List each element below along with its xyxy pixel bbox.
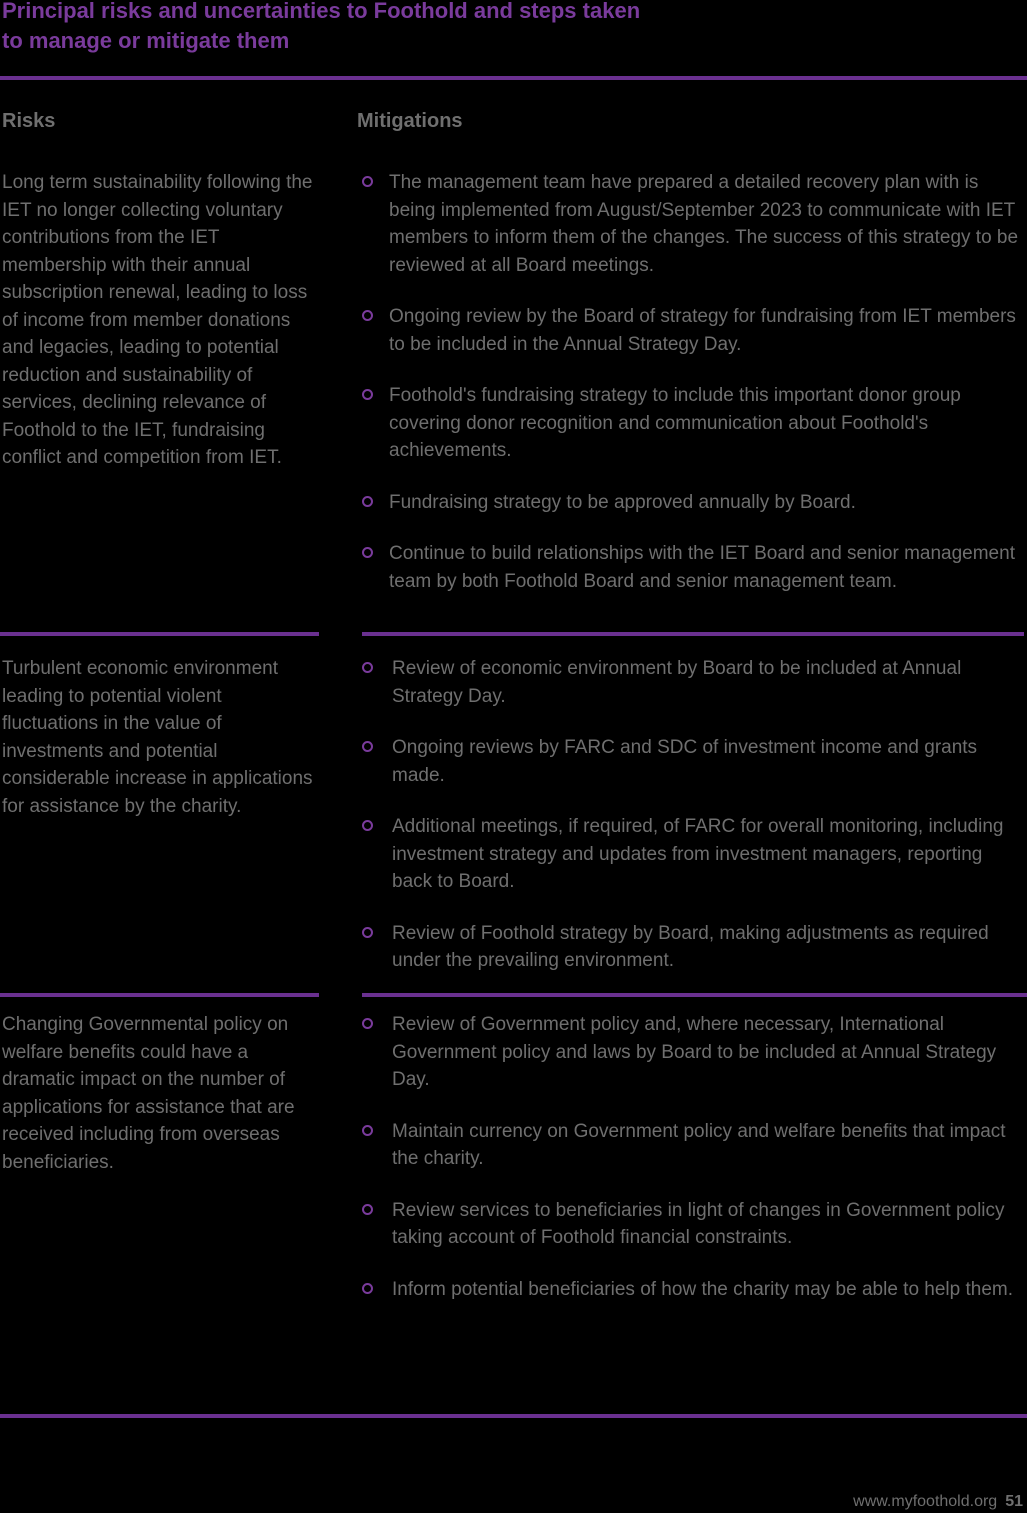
bullet-ring-icon [362, 176, 373, 187]
bullet-ring-icon [362, 1125, 373, 1136]
bullet-ring-icon [362, 389, 373, 400]
bullet-ring-icon [362, 310, 373, 321]
risk-divider-2 [0, 993, 319, 997]
mitigation-item [362, 1276, 1026, 1304]
bullet-ring-icon [362, 496, 373, 507]
risk-divider-1 [0, 632, 319, 636]
bullet-ring-icon [362, 741, 373, 752]
mitigation-text: Review services to beneficiaries in light of changes in Government policy taking account of Foothold financial constraints. [392, 1199, 1005, 1248]
mitigation-list-2 [362, 655, 1026, 975]
mitigation-text: Maintain currency on Government policy and welfare benefits that impact the charity. [392, 1120, 1006, 1169]
mitigation-divider-1 [362, 632, 1024, 636]
mitigation-text: Ongoing review by the Board of strategy for fundraising from IET members to be included in the Annual Strategy Day. [389, 306, 1016, 355]
mitigation-item [362, 1011, 1026, 1094]
mitigation-text: Additional meetings, if required, of FARC for overall monitoring, including investment strategy and updates from investment managers, reporting back to Board. [392, 816, 1004, 892]
bullet-ring-icon [362, 1018, 373, 1029]
mitigation-text: Foothold's fundraising strategy to include this important donor group covering donor recognition and communication about Foothold's achievements. [389, 385, 961, 461]
bullet-ring-icon [362, 547, 373, 558]
risk-text-3: Changing Governmental policy on welfare benefits could have a dramatic impact on the number of applications for assistance that are received including from overseas beneficiaries. [2, 1014, 295, 1173]
bullet-ring-icon [362, 662, 373, 673]
bottom-divider [0, 1414, 1027, 1418]
bullet-ring-icon [362, 927, 373, 938]
mitigation-item [362, 382, 1026, 465]
mitigation-text: Ongoing reviews by FARC and SDC of investment income and grants made. [392, 737, 978, 786]
risk-text-1: Long term sustainability following the IET no longer collecting voluntary contributions from the IET membership with their annual subscription renewal, leading to loss of income from member donations and legacies, leading to potential reduction and sustainability of services, declining relevance of Foothold to the IET, fundraising conflict and competition from IET. [2, 172, 313, 468]
mitigation-item [362, 489, 1026, 517]
mitigation-item [362, 169, 1026, 279]
mitigation-item [362, 813, 1026, 896]
bullet-ring-icon [362, 1204, 373, 1215]
mitigation-text: Review of Government policy and, where necessary, International Government policy and laws by Board to be included at Annual Strategy Day. [392, 1014, 997, 1090]
mitigation-list-1 [362, 169, 1026, 595]
mitigation-divider-2 [362, 993, 1027, 997]
mitigation-text: The management team have prepared a detailed recovery plan with is being implemented from August/September 2023 to communicate with IET members to inform them of the changes. The success of this strategy to be reviewed at all Board meetings. [389, 172, 1019, 276]
footer-url[interactable]: www.myfoothold.org [853, 1493, 998, 1510]
risk-text-2: Turbulent economic environment leading to potential violent fluctuations in the value of investments and potential considerable increase in applications for assistance by the charity. [2, 658, 313, 817]
bullet-ring-icon [362, 1283, 373, 1294]
mitigation-item [362, 734, 1026, 789]
mitigation-item [362, 540, 1026, 595]
mitigation-item [362, 1118, 1026, 1173]
mitigation-item [362, 655, 1026, 710]
mitigation-list-3 [362, 1011, 1026, 1303]
bullet-ring-icon [362, 820, 373, 831]
mitigation-text: Fundraising strategy to be approved annually by Board. [389, 491, 856, 513]
page-number: 51 [1005, 1493, 1023, 1510]
mitigations-column-header: Mitigations [357, 110, 463, 132]
page-footer [853, 1491, 1023, 1513]
mitigation-text: Continue to build relationships with the IET Board and senior management team by both Foothold Board and senior management team. [389, 543, 1015, 592]
mitigation-text: Inform potential beneficiaries of how the charity may be able to help them. [392, 1278, 1014, 1300]
risks-column-header: Risks [2, 110, 56, 132]
mitigation-text: Review of economic environment by Board to be included at Annual Strategy Day. [392, 658, 962, 707]
mitigation-item [362, 920, 1026, 975]
mitigation-item [362, 303, 1026, 358]
mitigation-item [362, 1197, 1026, 1252]
mitigation-text: Review of Foothold strategy by Board, making adjustments as required under the prevailing environment. [392, 922, 989, 971]
title-divider [0, 76, 1027, 80]
page-title: Principal risks and uncertainties to Foothold and steps taken to manage or mitigate them [2, 0, 641, 53]
